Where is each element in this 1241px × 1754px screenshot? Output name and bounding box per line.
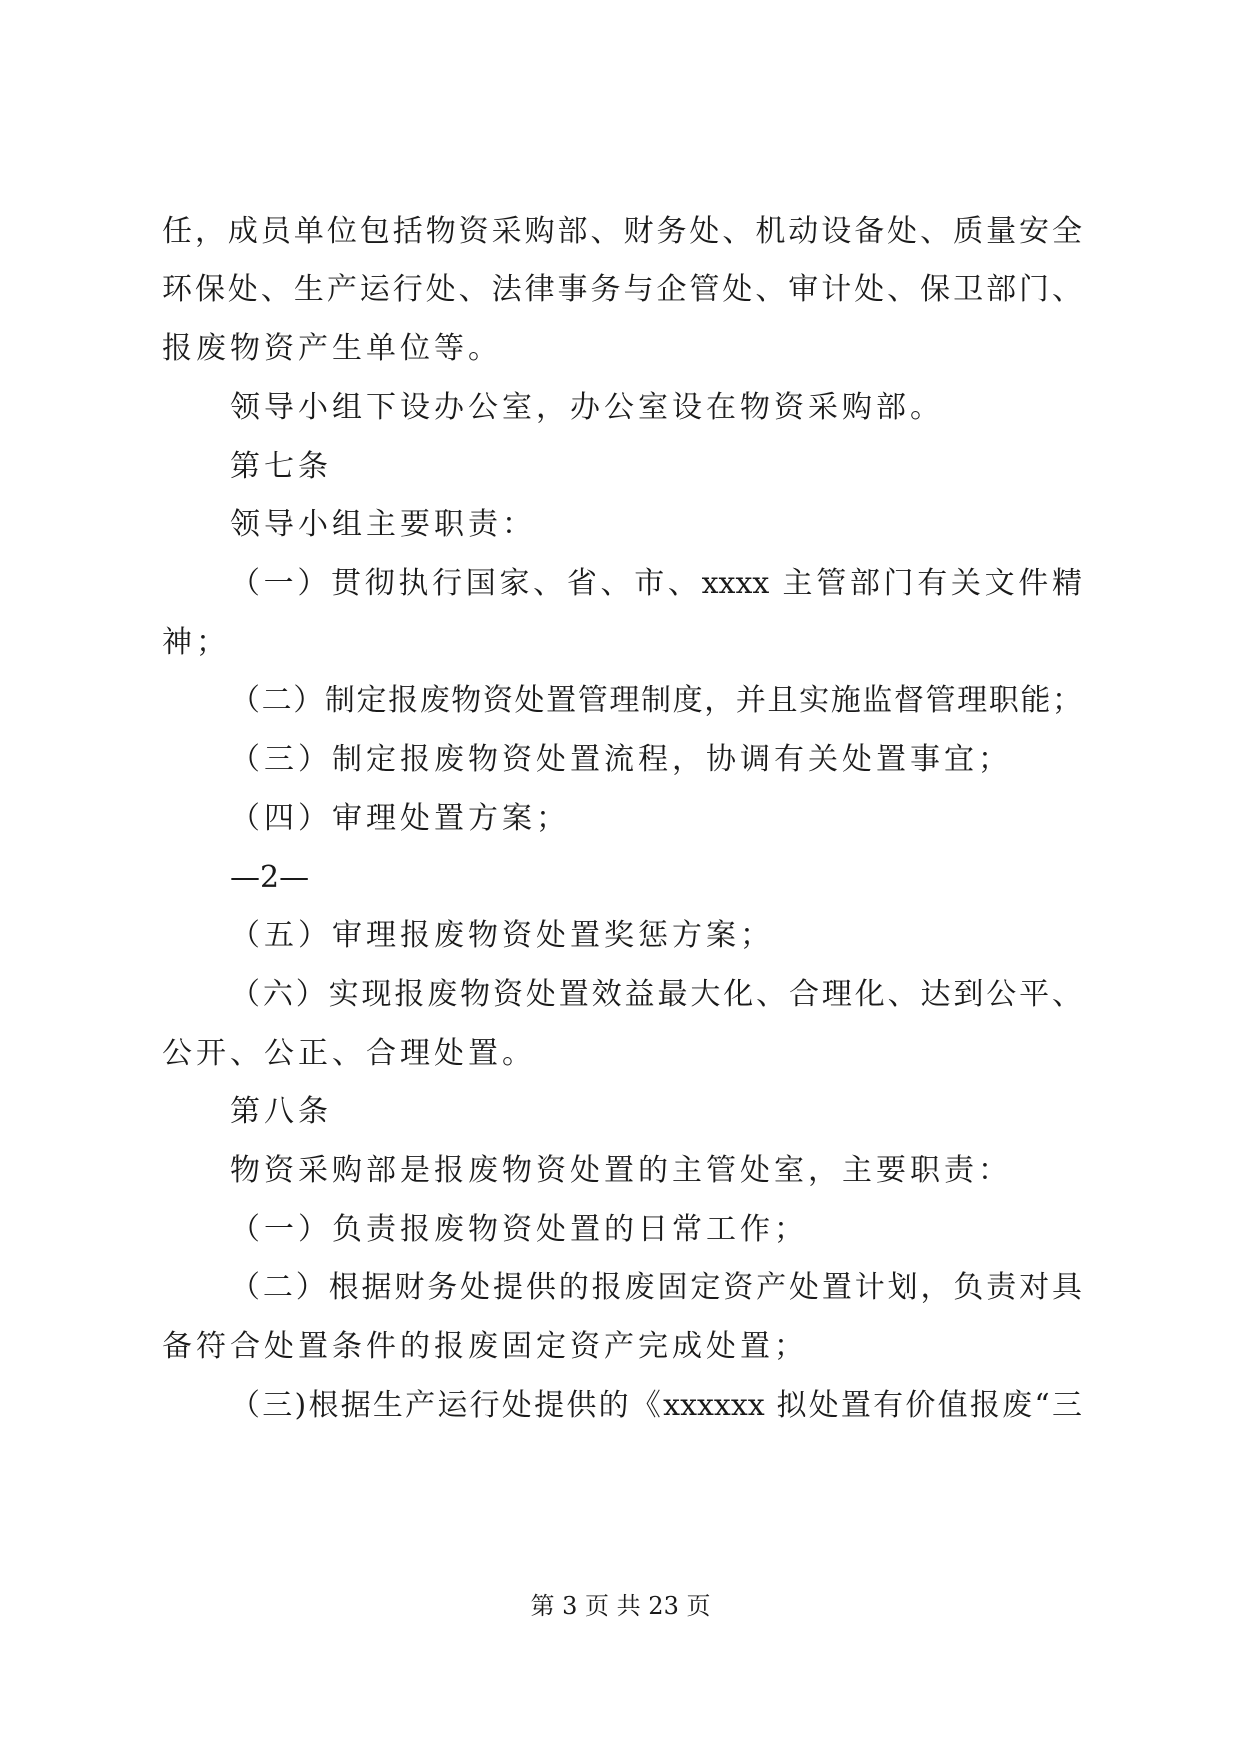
- paragraph-line: 领导小组主要职责：: [230, 507, 536, 542]
- paragraph-line: 任，成员单位包括物资采购部、财务处、机动设备处、质量安全: [162, 214, 1082, 249]
- article-heading: 第七条: [230, 449, 332, 484]
- list-item: （二）制定报废物资处置管理制度，并且实施监督管理职能；: [230, 683, 1082, 718]
- paragraph-line: 备符合处置条件的报废固定资产完成处置；: [162, 1329, 808, 1364]
- list-item: （三）制定报废物资处置流程，协调有关处置事宜；: [230, 742, 1012, 777]
- paragraph-line: 神；: [162, 625, 230, 660]
- list-item: （一）贯彻执行国家、省、市、xxxx 主管部门有关文件精: [230, 566, 1082, 601]
- paragraph-line: 报废物资产生单位等。: [162, 331, 502, 366]
- page-marker: —2—: [230, 860, 310, 895]
- paragraph-line: 公开、公正、合理处置。: [162, 1036, 536, 1071]
- article-heading: 第八条: [230, 1094, 332, 1129]
- page-footer: 第 3 页 共 23 页: [530, 1592, 711, 1620]
- list-item: （二）根据财务处提供的报废固定资产处置计划，负责对具: [230, 1270, 1082, 1305]
- list-item: （一）负责报废物资处置的日常工作；: [230, 1212, 808, 1247]
- list-item: （四）审理处置方案；: [230, 801, 570, 836]
- list-item: （六）实现报废物资处置效益最大化、合理化、达到公平、: [230, 977, 1082, 1012]
- paragraph-line: 环保处、生产运行处、法律事务与企管处、审计处、保卫部门、: [162, 272, 1082, 307]
- list-item: （五）审理报废物资处置奖惩方案；: [230, 918, 774, 953]
- paragraph-line: 领导小组下设办公室，办公室设在物资采购部。: [230, 390, 944, 425]
- list-item: （三)根据生产运行处提供的《xxxxxx 拟处置有价值报废“三: [230, 1388, 1082, 1423]
- paragraph-line: 物资采购部是报废物资处置的主管处室，主要职责：: [230, 1153, 1012, 1188]
